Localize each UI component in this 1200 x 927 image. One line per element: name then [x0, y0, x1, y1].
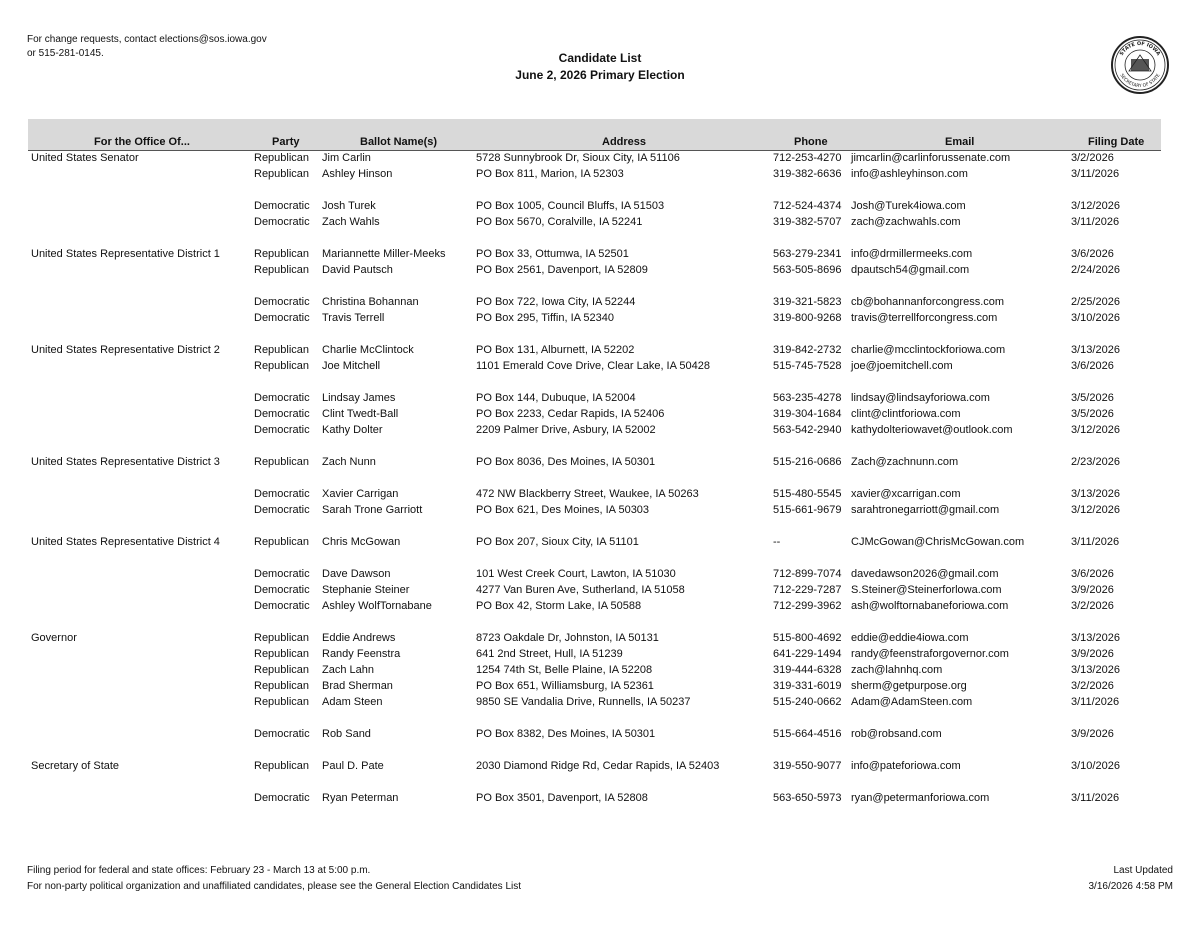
table-row	[0, 486, 1200, 502]
cell-party: Democratic	[254, 424, 310, 436]
cell-address: PO Box 295, Tiffin, IA 52340	[476, 312, 614, 324]
header-email: Email	[945, 136, 975, 148]
cell-party: Democratic	[254, 728, 310, 740]
footer-line-2: For non-party political organization and unaffiliated candidates, please see the General Election Candidates List	[27, 881, 522, 892]
cell-date: 3/5/2026	[1071, 392, 1114, 404]
cell-address: PO Box 651, Williamsburg, IA 52361	[476, 680, 654, 692]
header-ballot-name: Ballot Name(s)	[360, 136, 438, 148]
table-row	[0, 662, 1200, 678]
cell-date: 3/6/2026	[1071, 248, 1114, 260]
cell-date: 3/9/2026	[1071, 584, 1114, 596]
cell-email: jimcarlin@carlinforussenate.com	[851, 152, 1011, 164]
cell-date: 3/12/2026	[1071, 200, 1120, 212]
cell-phone: 641-229-1494	[773, 648, 842, 660]
cell-address: PO Box 144, Dubuque, IA 52004	[476, 392, 636, 404]
cell-date: 3/13/2026	[1071, 664, 1120, 676]
cell-name: Dave Dawson	[322, 568, 391, 580]
cell-party: Republican	[254, 168, 310, 180]
table-row	[0, 294, 1200, 310]
cell-date: 3/9/2026	[1071, 728, 1114, 740]
cell-name: Ashley WolfTornabane	[322, 600, 432, 612]
cell-phone: 515-216-0686	[773, 456, 842, 468]
cell-address: 5728 Sunnybrook Dr, Sioux City, IA 51106	[476, 152, 680, 164]
cell-party: Republican	[254, 632, 310, 644]
table-row	[0, 502, 1200, 518]
cell-email: randy@feenstraforgovernor.com	[851, 648, 1009, 660]
cell-email: xavier@xcarrigan.com	[851, 488, 961, 500]
cell-address: PO Box 8382, Des Moines, IA 50301	[476, 728, 656, 740]
cell-email: kathydolteriowavet@outlook.com	[851, 424, 1013, 436]
header-address: Address	[602, 136, 647, 148]
cell-party: Republican	[254, 344, 310, 356]
cell-phone: 319-321-5823	[773, 296, 842, 308]
cell-phone: 319-382-5707	[773, 216, 842, 228]
cell-date: 3/12/2026	[1071, 424, 1120, 436]
cell-date: 3/6/2026	[1071, 568, 1114, 580]
cell-email: charlie@mcclintockforiowa.com	[851, 344, 1006, 356]
cell-date: 2/25/2026	[1071, 296, 1120, 308]
cell-name: Sarah Trone Garriott	[322, 504, 423, 516]
cell-address: PO Box 33, Ottumwa, IA 52501	[476, 248, 629, 260]
cell-phone: 563-279-2341	[773, 248, 842, 260]
cell-office: United States Representative District 4	[31, 536, 220, 548]
cell-phone: 319-304-1684	[773, 408, 842, 420]
cell-name: Zach Lahn	[322, 664, 374, 676]
header-office: For the Office Of...	[94, 136, 190, 148]
cell-name: Kathy Dolter	[322, 424, 383, 436]
cell-party: Democratic	[254, 488, 310, 500]
cell-date: 3/5/2026	[1071, 408, 1114, 420]
cell-name: Clint Twedt-Ball	[322, 408, 399, 420]
cell-party: Democratic	[254, 216, 310, 228]
cell-phone: 712-899-7074	[773, 568, 842, 580]
table-row	[0, 582, 1200, 598]
cell-party: Republican	[254, 664, 310, 676]
cell-date: 3/2/2026	[1071, 152, 1114, 164]
cell-date: 3/13/2026	[1071, 488, 1120, 500]
cell-email: zach@lahnhq.com	[851, 664, 943, 676]
cell-name: Chris McGowan	[322, 536, 401, 548]
cell-party: Republican	[254, 264, 310, 276]
cell-address: 2209 Palmer Drive, Asbury, IA 52002	[476, 424, 656, 436]
cell-address: 641 2nd Street, Hull, IA 51239	[476, 648, 623, 660]
cell-phone: 712-253-4270	[773, 152, 842, 164]
table-row	[0, 454, 1200, 470]
cell-party: Republican	[254, 456, 310, 468]
contact-line-1: For change requests, contact elections@sos.iowa.gov	[27, 34, 267, 45]
cell-party: Republican	[254, 248, 310, 260]
table-row	[0, 694, 1200, 710]
table-row	[0, 726, 1200, 742]
cell-phone: 319-800-9268	[773, 312, 842, 324]
cell-email: ash@wolftornabaneforiowa.com	[851, 600, 1009, 612]
cell-email: sherm@getpurpose.org	[851, 680, 967, 692]
table-row	[0, 598, 1200, 614]
table-row	[0, 246, 1200, 262]
last-updated-label: Last Updated	[1113, 865, 1173, 876]
cell-name: Adam Steen	[322, 696, 383, 708]
cell-name: Xavier Carrigan	[322, 488, 399, 500]
cell-phone: 515-661-9679	[773, 504, 842, 516]
cell-party: Democratic	[254, 568, 310, 580]
svg-text:SECRETARY OF STATE	[1118, 73, 1161, 89]
cell-phone: 319-550-9077	[773, 760, 842, 772]
table-row	[0, 630, 1200, 646]
cell-office: United States Representative District 2	[31, 344, 220, 356]
cell-name: Zach Wahls	[322, 216, 380, 228]
table-row	[0, 342, 1200, 358]
cell-office: United States Senator	[31, 152, 139, 164]
cell-email: rob@robsand.com	[851, 728, 942, 740]
cell-phone: 515-745-7528	[773, 360, 842, 372]
cell-party: Republican	[254, 680, 310, 692]
cell-phone: 515-800-4692	[773, 632, 842, 644]
cell-party: Democratic	[254, 392, 310, 404]
header-filing-date: Filing Date	[1088, 136, 1145, 148]
table-row	[0, 758, 1200, 774]
cell-party: Democratic	[254, 600, 310, 612]
cell-email: S.Steiner@Steinerforlowa.com	[851, 584, 1002, 596]
cell-email: cb@bohannanforcongress.com	[851, 296, 1005, 308]
cell-name: Ryan Peterman	[322, 792, 399, 804]
cell-party: Democratic	[254, 312, 310, 324]
footer-line-1: Filing period for federal and state offices: February 23 - March 13 at 5:00 p.m.	[27, 865, 371, 876]
cell-party: Republican	[254, 696, 310, 708]
cell-phone: --	[773, 536, 781, 548]
cell-address: PO Box 811, Marion, IA 52303	[476, 168, 624, 180]
cell-email: davedawson2026@gmail.com	[851, 568, 999, 580]
cell-party: Republican	[254, 760, 310, 772]
cell-date: 2/23/2026	[1071, 456, 1120, 468]
cell-email: eddie@eddie4iowa.com	[851, 632, 969, 644]
cell-address: PO Box 3501, Davenport, IA 52808	[476, 792, 648, 804]
cell-address: 472 NW Blackberry Street, Waukee, IA 50263	[476, 488, 699, 500]
cell-email: travis@terrellforcongress.com	[851, 312, 998, 324]
cell-party: Democratic	[254, 296, 310, 308]
cell-name: Stephanie Steiner	[322, 584, 410, 596]
cell-email: ryan@petermanforiowa.com	[851, 792, 990, 804]
cell-phone: 515-480-5545	[773, 488, 842, 500]
cell-party: Democratic	[254, 200, 310, 212]
header-party: Party	[272, 136, 300, 148]
cell-address: PO Box 42, Storm Lake, IA 50588	[476, 600, 642, 612]
table-header	[28, 119, 1161, 151]
cell-email: Zach@zachnunn.com	[851, 456, 959, 468]
cell-address: PO Box 8036, Des Moines, IA 50301	[476, 456, 656, 468]
cell-email: Adam@AdamSteen.com	[851, 696, 973, 708]
title-line-2: June 2, 2026 Primary Election	[515, 68, 685, 82]
table-row	[0, 310, 1200, 326]
cell-name: Mariannette Miller-Meeks	[322, 248, 446, 260]
cell-phone: 515-240-0662	[773, 696, 842, 708]
table-row	[0, 262, 1200, 278]
footer-notes	[27, 863, 521, 895]
cell-phone: 563-650-5973	[773, 792, 842, 804]
cell-date: 3/11/2026	[1071, 536, 1120, 548]
cell-party: Republican	[254, 152, 310, 164]
cell-phone: 563-235-4278	[773, 392, 842, 404]
cell-date: 3/6/2026	[1071, 360, 1114, 372]
table-row	[0, 214, 1200, 230]
cell-party: Republican	[254, 360, 310, 372]
cell-address: PO Box 2233, Cedar Rapids, IA 52406	[476, 408, 665, 420]
cell-email: sarahtronegarriott@gmail.com	[851, 504, 1000, 516]
table-row	[0, 790, 1200, 806]
cell-party: Democratic	[254, 792, 310, 804]
cell-date: 2/24/2026	[1071, 264, 1120, 276]
cell-address: PO Box 621, Des Moines, IA 50303	[476, 504, 650, 516]
cell-name: Randy Feenstra	[322, 648, 401, 660]
cell-date: 3/10/2026	[1071, 760, 1120, 772]
cell-address: 8723 Oakdale Dr, Johnston, IA 50131	[476, 632, 659, 644]
cell-email: clint@clintforiowa.com	[851, 408, 961, 420]
cell-office: United States Representative District 3	[31, 456, 220, 468]
cell-phone: 319-842-2732	[773, 344, 842, 356]
cell-date: 3/13/2026	[1071, 344, 1120, 356]
cell-address: 1254 74th St, Belle Plaine, IA 52208	[476, 664, 653, 676]
cell-email: dpautsch54@gmail.com	[851, 264, 970, 276]
seal-bottom-text: SECRETARY OF STATE	[1118, 73, 1162, 90]
cell-party: Democratic	[254, 584, 310, 596]
seal-top-text: STATE OF IOWA	[1118, 40, 1162, 57]
cell-address: PO Box 5670, Coralville, IA 52241	[476, 216, 643, 228]
cell-date: 3/13/2026	[1071, 632, 1120, 644]
cell-date: 3/11/2026	[1071, 696, 1120, 708]
cell-email: info@drmillermeeks.com	[851, 248, 973, 260]
cell-date: 3/12/2026	[1071, 504, 1120, 516]
cell-address: 101 West Creek Court, Lawton, IA 51030	[476, 568, 676, 580]
cell-phone: 712-229-7287	[773, 584, 842, 596]
cell-date: 3/2/2026	[1071, 600, 1114, 612]
cell-date: 3/11/2026	[1071, 216, 1120, 228]
cell-phone: 319-382-6636	[773, 168, 842, 180]
cell-name: Brad Sherman	[322, 680, 393, 692]
cell-date: 3/10/2026	[1071, 312, 1120, 324]
cell-name: Paul D. Pate	[322, 760, 384, 772]
cell-office: United States Representative District 1	[31, 248, 220, 260]
table-row	[0, 150, 1200, 166]
state-seal-icon	[1110, 35, 1170, 95]
cell-email: info@ashleyhinson.com	[851, 168, 968, 180]
cell-date: 3/2/2026	[1071, 680, 1114, 692]
cell-phone: 319-444-6328	[773, 664, 842, 676]
header-phone: Phone	[794, 136, 828, 148]
cell-address: 4277 Van Buren Ave, Sutherland, IA 51058	[476, 584, 685, 596]
cell-name: Eddie Andrews	[322, 632, 396, 644]
cell-address: PO Box 131, Alburnett, IA 52202	[476, 344, 635, 356]
title-line-1: Candidate List	[558, 51, 642, 65]
table-row	[0, 358, 1200, 374]
cell-date: 3/9/2026	[1071, 648, 1114, 660]
cell-phone: 515-664-4516	[773, 728, 842, 740]
cell-address: PO Box 1005, Council Bluffs, IA 51503	[476, 200, 665, 212]
page-title	[0, 50, 1200, 84]
cell-name: David Pautsch	[322, 264, 393, 276]
cell-address: PO Box 207, Sioux City, IA 51101	[476, 536, 639, 548]
cell-name: Lindsay James	[322, 392, 396, 404]
cell-date: 3/11/2026	[1071, 168, 1120, 180]
table-row	[0, 406, 1200, 422]
table-row	[0, 422, 1200, 438]
cell-name: Charlie McClintock	[322, 344, 414, 356]
cell-name: Ashley Hinson	[322, 168, 393, 180]
cell-name: Jim Carlin	[322, 152, 371, 164]
table-row	[0, 390, 1200, 406]
cell-address: 9850 SE Vandalia Drive, Runnells, IA 50237	[476, 696, 691, 708]
cell-party: Republican	[254, 536, 310, 548]
table-row	[0, 678, 1200, 694]
cell-address: 2030 Diamond Ridge Rd, Cedar Rapids, IA 52403	[476, 760, 720, 772]
cell-phone: 563-542-2940	[773, 424, 842, 436]
cell-phone: 712-524-4374	[773, 200, 842, 212]
contact-line-2: or 515-281-0145.	[27, 48, 104, 59]
table-row	[0, 166, 1200, 182]
cell-date: 3/11/2026	[1071, 792, 1120, 804]
cell-address: PO Box 2561, Davenport, IA 52809	[476, 264, 648, 276]
table-row	[0, 566, 1200, 582]
cell-email: joe@joemitchell.com	[851, 360, 953, 372]
cell-office: Secretary of State	[31, 760, 120, 772]
cell-phone: 319-331-6019	[773, 680, 842, 692]
last-updated-value: 3/16/2026 4:58 PM	[1088, 881, 1173, 892]
cell-party: Democratic	[254, 408, 310, 420]
last-updated	[1088, 863, 1173, 895]
table-row	[0, 646, 1200, 662]
cell-party: Republican	[254, 648, 310, 660]
cell-address: PO Box 722, Iowa City, IA 52244	[476, 296, 636, 308]
cell-phone: 563-505-8696	[773, 264, 842, 276]
cell-name: Christina Bohannan	[322, 296, 419, 308]
table-row	[0, 198, 1200, 214]
table-row	[0, 534, 1200, 550]
cell-email: zach@zachwahls.com	[851, 216, 961, 228]
cell-name: Josh Turek	[322, 200, 376, 212]
cell-phone: 712-299-3962	[773, 600, 842, 612]
cell-email: CJMcGowan@ChrisMcGowan.com	[851, 536, 1025, 548]
cell-office: Governor	[31, 632, 77, 644]
cell-email: Josh@Turek4iowa.com	[851, 200, 966, 212]
cell-email: lindsay@lindsayforiowa.com	[851, 392, 990, 404]
cell-name: Joe Mitchell	[322, 360, 381, 372]
cell-address: 1101 Emerald Cove Drive, Clear Lake, IA 50428	[476, 360, 710, 372]
cell-name: Rob Sand	[322, 728, 371, 740]
cell-name: Zach Nunn	[322, 456, 376, 468]
cell-name: Travis Terrell	[322, 312, 385, 324]
cell-party: Democratic	[254, 504, 310, 516]
cell-email: info@pateforiowa.com	[851, 760, 961, 772]
